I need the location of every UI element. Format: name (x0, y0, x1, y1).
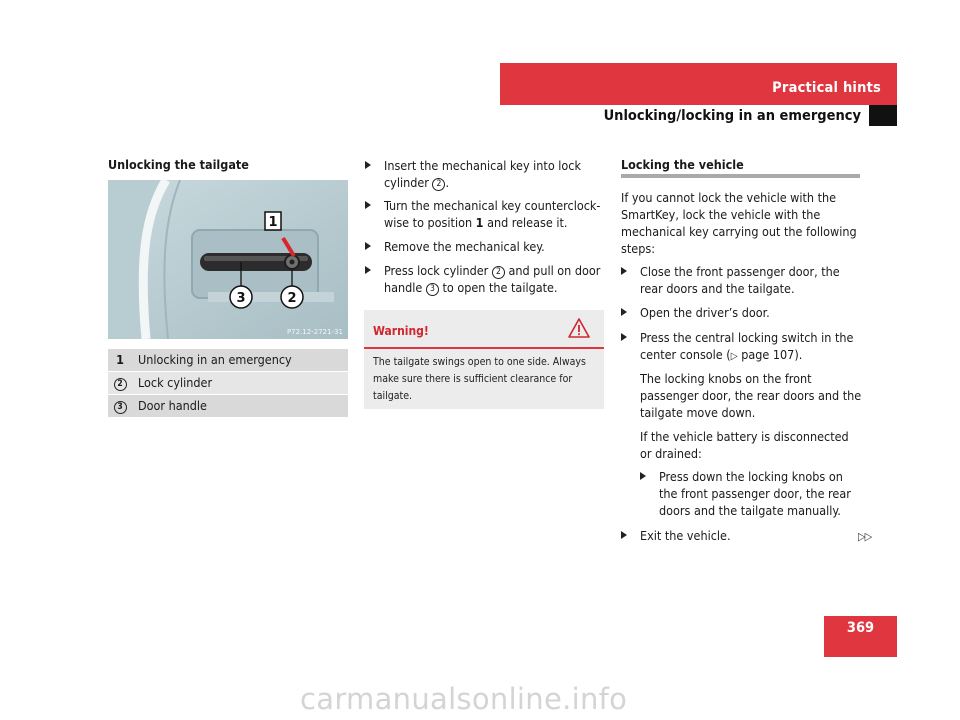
legend-label: Door handle (138, 398, 207, 413)
bullet-arrow-icon (621, 308, 627, 316)
bullet-arrow-icon (365, 242, 371, 250)
step-text: Press down the locking knobs on the front passenger door, the rear doors and the tailgate manually. (659, 469, 851, 518)
section-heading-unlocking-tailgate: Unlocking the tailgate (108, 157, 249, 172)
step-text: cylinder (384, 175, 429, 190)
section-heading-locking-vehicle: Locking the vehicle (621, 157, 744, 172)
figure-legend (108, 349, 348, 418)
ref-lock-cylinder: 2 (492, 266, 505, 279)
watermark: carmanualsonline.info (300, 682, 628, 716)
warning-divider (364, 347, 604, 349)
legend-label: Unlocking in an emergency (138, 352, 292, 367)
bullet-arrow-icon (640, 472, 646, 480)
legend-row (108, 395, 348, 417)
legend-label: Lock cylinder (138, 375, 213, 390)
legend-key: 2 (108, 372, 132, 394)
legend-key: 1 (116, 352, 124, 367)
callout-2: 2 (287, 291, 297, 306)
step-text: Close the front passenger door, the rear doors and the tailgate. (640, 264, 840, 296)
instruction-step: Turn the mechanical key counterclock- wise to position 1 and release it. (365, 197, 610, 231)
instruction-substep (640, 468, 862, 519)
step-text: Turn the mechanical key counterclock- (384, 198, 601, 213)
page-title: Unlocking/locking in an emergency (603, 108, 861, 124)
condition-paragraph: If the vehicle battery is disconnected or drained: (640, 429, 849, 461)
legend-row (108, 349, 348, 371)
heading-rule (621, 174, 860, 178)
ref-door-handle: 3 (426, 283, 439, 296)
page-ref-link: page 107). (741, 347, 803, 362)
tailgate-figure (108, 180, 348, 339)
page-number: 369 (846, 620, 875, 636)
tailgate-illustration (108, 180, 348, 339)
instruction-step (621, 263, 861, 297)
warning-triangle-icon (568, 318, 590, 338)
callout-3: 3 (236, 291, 246, 306)
instruction-step: Insert the mechanical key into lock cylinder 2 . (365, 157, 610, 191)
bullet-arrow-icon (621, 531, 627, 539)
result-paragraph: The locking knobs on the front passenger door, the rear doors and the tailgate move down. (640, 371, 862, 420)
instruction-step: Press lock cylinder 2 and pull on door handle 3 to open the tailgate. (365, 262, 610, 296)
continue-icon: ▷▷ (858, 530, 872, 543)
header-marker (869, 105, 897, 126)
bullet-arrow-icon (365, 201, 371, 209)
callout-1: 1 (268, 215, 278, 230)
bullet-arrow-icon (365, 266, 371, 274)
warning-text: The tailgate swings open to one side. Always make sure there is sufficient clearance for tailgate. (373, 356, 586, 402)
step-text: Press the central locking switch in the (640, 330, 854, 345)
figure-code: P72.12-2721-31 (286, 328, 343, 336)
step-text: Open the driver’s door. (640, 305, 770, 320)
intro-paragraph: If you cannot lock the vehicle with the SmartKey, lock the vehicle with the mechanical key carrying out the following steps: (621, 190, 857, 256)
page-ref-arrow-icon: ▷ (730, 351, 738, 362)
bullet-arrow-icon (621, 333, 627, 341)
ref-position: 1 (475, 215, 484, 230)
instruction-step (621, 527, 861, 544)
legend-row (108, 372, 348, 394)
instruction-step: Press the central locking switch in the center console (▷ page 107). (621, 329, 866, 365)
warning-title: Warning! (373, 324, 429, 338)
step-text: Insert the mechanical key into lock (384, 158, 581, 173)
section-title: Practical hints (772, 80, 881, 96)
legend-key: 3 (108, 395, 132, 417)
bullet-arrow-icon (621, 267, 627, 275)
instruction-step (365, 238, 610, 255)
ref-lock-cylinder: 2 (432, 178, 445, 191)
instruction-step (621, 304, 861, 321)
bullet-arrow-icon (365, 161, 371, 169)
step-text: Remove the mechanical key. (384, 239, 545, 254)
step-text: Exit the vehicle. (640, 528, 731, 543)
